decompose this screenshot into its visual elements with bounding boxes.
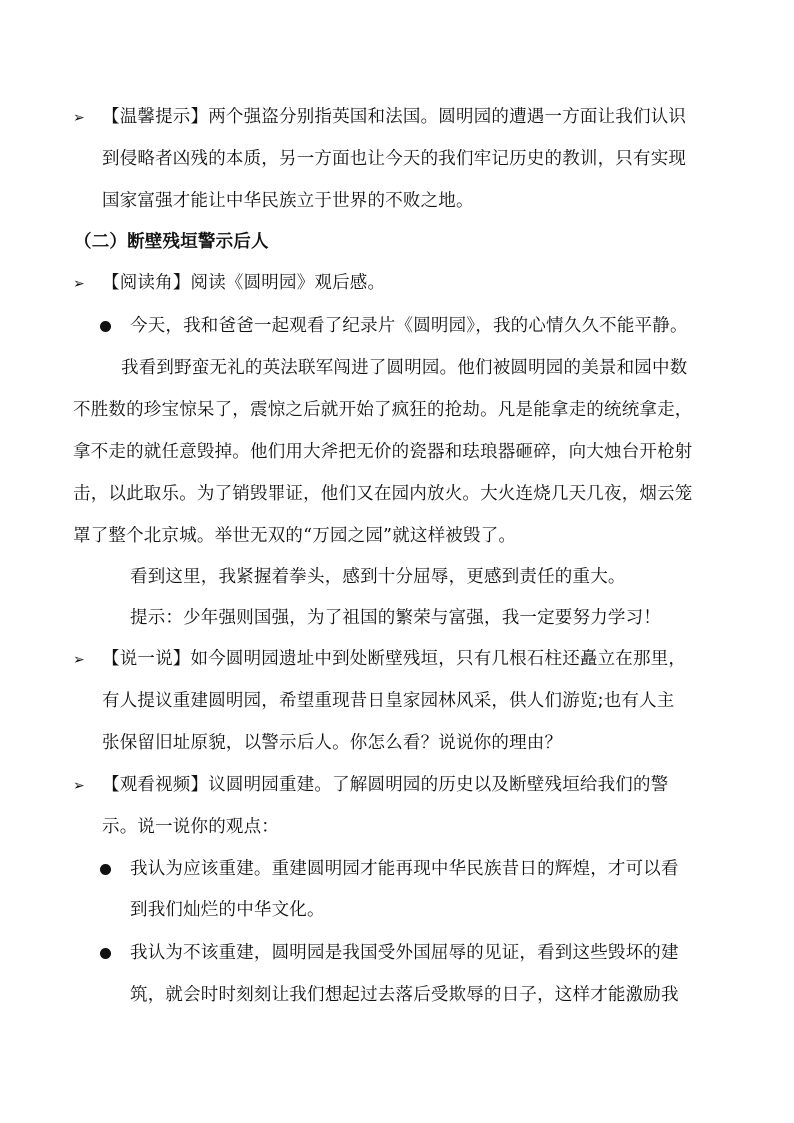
- arrow-bullet-icon: ➢: [73, 652, 85, 668]
- reading-paragraph-3: 看到这里，我紧握着拳头，感到十分屈辱，更感到责任的重大。: [130, 567, 626, 587]
- opinion-2-line-2: 筑，就会时时刻刻让我们想起过去落后受欺辱的日子，这样才能激励我: [130, 985, 679, 1005]
- opinion-1-line-2: 到我们灿烂的中华文化。: [130, 900, 325, 920]
- reading-hint: 提示：少年强则国强，为了祖国的繁荣与富强，我一定要努力学习！: [130, 608, 661, 628]
- reading-label: 【阅读角】阅读《圆明园》观后感。: [102, 273, 386, 293]
- discuss-line-3: 张保留旧址原貌，以警示后人。你怎么看？说说你的理由？: [102, 733, 563, 753]
- bullet-dot-icon: [100, 864, 111, 875]
- discuss-line-1: 【说一说】如今圆明园遗址中到处断壁残垣，只有几根石柱还矗立在那里，: [102, 649, 687, 669]
- tip-line-1: 【温馨提示】两个强盗分别指英国和法国。圆明园的遭遇一方面让我们认识: [102, 107, 687, 127]
- section-heading: （二）断壁残垣警示后人: [74, 232, 269, 252]
- video-line-1: 【观看视频】议圆明园重建。了解圆明园的历史以及断壁残垣给我们的警: [102, 775, 669, 795]
- reading-paragraph-1: 今天，我和爸爸一起观看了纪录片《圆明园》，我的心情久久不能平静。: [130, 316, 688, 336]
- reading-paragraph-2-line-2: 不胜数的珍宝惊呆了，震惊之后就开始了疯狂的抢劫。凡是能拿走的统统拿走，: [73, 400, 693, 420]
- arrow-bullet-icon: ➢: [73, 110, 85, 126]
- reading-paragraph-2-line-4: 击，以此取乐。为了销毁罪证，他们又在园内放火。大火连烧几天几夜，烟云笼: [73, 484, 693, 504]
- reading-paragraph-2-line-3: 拿不走的就任意毁掉。他们用大斧把无价的瓷器和珐琅器砸碎，向大烛台开枪射: [73, 442, 693, 462]
- arrow-bullet-icon: ➢: [73, 276, 85, 292]
- arrow-bullet-icon: ➢: [73, 778, 85, 794]
- bullet-dot-icon: [100, 321, 111, 332]
- opinion-1-line-1: 我认为应该重建。重建圆明园才能再现中华民族昔日的辉煌，才可以看: [130, 859, 679, 879]
- bullet-dot-icon: [100, 948, 111, 959]
- video-line-2: 示。说一说你的观点：: [102, 817, 279, 837]
- reading-paragraph-2-line-5: 罩了整个北京城。举世无双的“万园之园”就这样被毁了。: [73, 526, 517, 546]
- tip-line-3: 国家富强才能让中华民族立于世界的不败之地。: [102, 191, 474, 211]
- tip-line-2: 到侵略者凶残的本质，另一方面也让今天的我们牢记历史的教训，只有实现: [102, 149, 687, 169]
- reading-paragraph-2-line-1: 我看到野蛮无礼的英法联军闯进了圆明园。他们被圆明园的美景和园中数: [121, 358, 688, 378]
- discuss-line-2: 有人提议重建圆明园，希望重现昔日皇家园林风采，供人们游览;也有人主: [102, 691, 675, 711]
- opinion-2-line-1: 我认为不该重建，圆明园是我国受外国屈辱的见证，看到这些毁坏的建: [130, 943, 679, 963]
